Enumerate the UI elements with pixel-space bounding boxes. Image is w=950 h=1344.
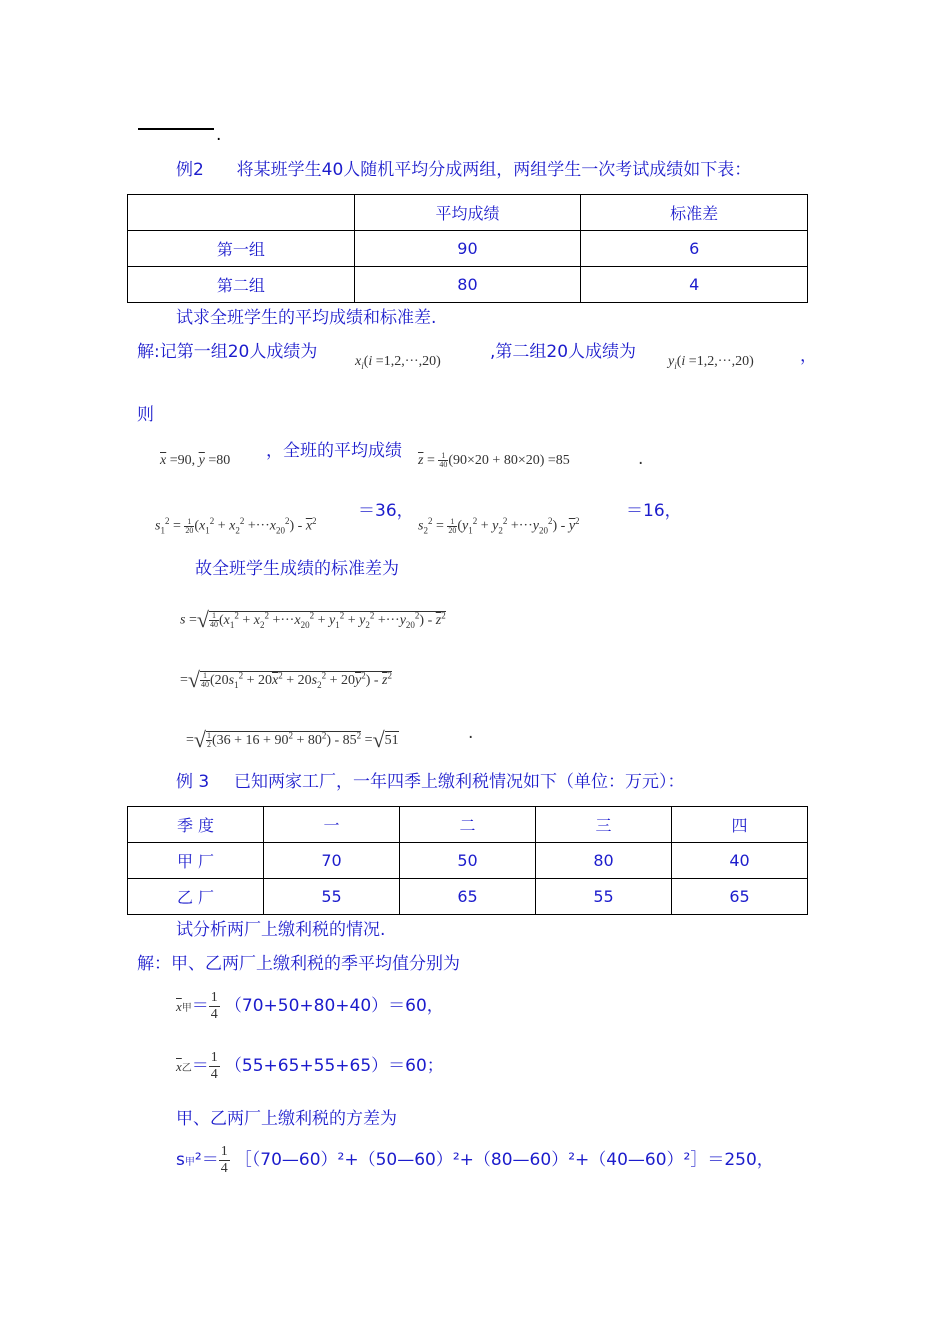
formula-s1-squared: $s_1^2$ = $\frac{1}{20}$ $(x_1^2 + x_2^2 +\cdot\cdot\cdot x_{20}^2) - \overline{x}^2$	[155, 516, 317, 536]
table-cell: 第一组	[128, 231, 355, 267]
table-cell: 65	[400, 879, 536, 915]
table-header-cell	[128, 195, 355, 231]
example2-text: 将某班学生40人随机平均分成两组，两组学生一次考试成绩如下表：	[236, 160, 752, 180]
variance-text: 甲、乙两厂上缴利税的方差为	[176, 1109, 397, 1129]
table-header-cell: 平均成绩	[354, 195, 581, 231]
fraction-quarter: $\frac{1}{4}$	[220, 1144, 228, 1176]
example2-table	[127, 194, 808, 303]
mean-yi-line: $\overline{x}$乙＝ $\frac{1}{4}$ （55+65+55+65）＝60；	[176, 1050, 444, 1082]
table-header-cell: 四	[672, 807, 808, 843]
table-cell: 4	[581, 267, 808, 303]
mean-yi-expr: （55+65+55+65）＝60；	[224, 1056, 444, 1076]
table-cell: 55	[536, 879, 672, 915]
variance-jia-expr: ［（70—60）²+（50—60）²+（80—60）²+（40—60）²］＝250，	[234, 1150, 774, 1170]
variance-jia-label: s	[176, 1150, 185, 1170]
answer-blank-line	[138, 128, 214, 130]
table-row	[128, 267, 808, 303]
example3-label: 例 3	[176, 772, 210, 792]
formula-x-i: $x_i(i =1,2,\cdot\cdot\cdot,20)$	[355, 354, 441, 371]
example2-question: 试求全班学生的平均成绩和标准差.	[176, 308, 437, 328]
mean-text: ，全班的平均成绩	[266, 441, 402, 461]
table-cell: 55	[264, 879, 400, 915]
table-cell: 90	[354, 231, 581, 267]
variance-jia-line: s甲²＝ $\frac{1}{4}$ ［（70—60）²+（50—60）²+（80—60）²+（40—60）²］＝250，	[176, 1144, 774, 1176]
fraction-quarter: $\frac{1}{4}$	[210, 990, 218, 1022]
formula-sd-line1: s =√ $\frac{1}{40}$ $(x_1^2 + x_2^2 +\cdot\cdot\cdot x_{20}^2 + y_1^2 + y_2^2 +\cdot\cdot\cdot y_{20}^2) - \overline{z}^2$	[180, 606, 446, 632]
mean-jia-expr: （70+50+80+40）＝60，	[224, 996, 444, 1016]
table-header-cell: 三	[536, 807, 672, 843]
table-header-row	[128, 807, 808, 843]
example3-table	[127, 806, 808, 915]
table-header-cell: 一	[264, 807, 400, 843]
solution-intro-a: 解:记第一组20人成绩为	[137, 342, 318, 362]
table-cell: 80	[354, 267, 581, 303]
table-cell: 40	[672, 843, 808, 879]
example2-statement	[176, 159, 751, 181]
table-header-cell: 二	[400, 807, 536, 843]
formula-sd-line2: =√ $\frac{1}{40}$ $(20s_1^2 + 20\overline{x}^2 + 20s_2^2 + 20\overline{y}^2) - \overline{z}^2$	[180, 666, 392, 692]
formula-overall-mean: $\overline{z}$ = $\frac{1}{40}$ (90×20 + 80×20) =85	[418, 451, 570, 470]
table-header-cell: 标准差	[581, 195, 808, 231]
value-16: ＝16，	[626, 501, 682, 521]
mean-period: .	[638, 449, 644, 469]
fraction-quarter: $\frac{1}{4}$	[210, 1050, 218, 1082]
variance-jia-sub: 甲	[184, 1157, 195, 1168]
table-cell: 80	[536, 843, 672, 879]
table-cell: 甲 厂	[128, 843, 264, 879]
example3-text: 已知两家工厂，一年四季上缴利税情况如下（单位：万元）：	[234, 772, 685, 792]
table-cell: 50	[400, 843, 536, 879]
value-36: ＝36，	[358, 501, 414, 521]
table-cell: 65	[672, 879, 808, 915]
table-header-row	[128, 195, 808, 231]
solution-then: 则	[137, 405, 154, 425]
formula-y-i: $y_i(i =1,2,\cdot\cdot\cdot,20)$	[668, 354, 754, 371]
solution-intro-b: ,第二组20人成绩为	[490, 342, 637, 362]
table-row	[128, 879, 808, 915]
table-cell: 6	[581, 231, 808, 267]
answer-dot: .	[216, 125, 222, 145]
example3-statement	[176, 771, 685, 793]
table-header-cell: 季 度	[128, 807, 264, 843]
mean-jia-line: $\overline{x}$甲＝ $\frac{1}{4}$ （70+50+80+40）＝60，	[176, 990, 444, 1022]
table-row	[128, 231, 808, 267]
mean-yi-sub: 乙	[181, 1063, 192, 1074]
sd-text: 故全班学生成绩的标准差为	[195, 559, 399, 579]
table-row	[128, 843, 808, 879]
formula-means: $\overline{x} =90$, $\overline{y} =80$	[160, 453, 231, 468]
example3-solution-intro: 解：甲、乙两厂上缴利税的季平均值分别为	[137, 954, 460, 974]
formula-s2-squared: $s_2^2$ = $\frac{1}{20}$ $(y_1^2 + y_2^2 +\cdot\cdot\cdot y_{20}^2) - \overline{y}^2$	[418, 516, 580, 536]
sd-period: .	[468, 723, 474, 743]
table-cell: 乙 厂	[128, 879, 264, 915]
solution-intro-c: ，	[800, 346, 817, 366]
table-cell: 70	[264, 843, 400, 879]
table-cell: 第二组	[128, 267, 355, 303]
example3-question: 试分析两厂上缴利税的情况.	[176, 920, 386, 940]
example2-label: 例2	[176, 160, 204, 180]
mean-jia-sub: 甲	[181, 1003, 192, 1014]
formula-sd-line3: =√ $\frac{1}{2}$ $(36 + 16 + 90^2 + 80^2) - 85^2 =√51$	[186, 726, 399, 752]
